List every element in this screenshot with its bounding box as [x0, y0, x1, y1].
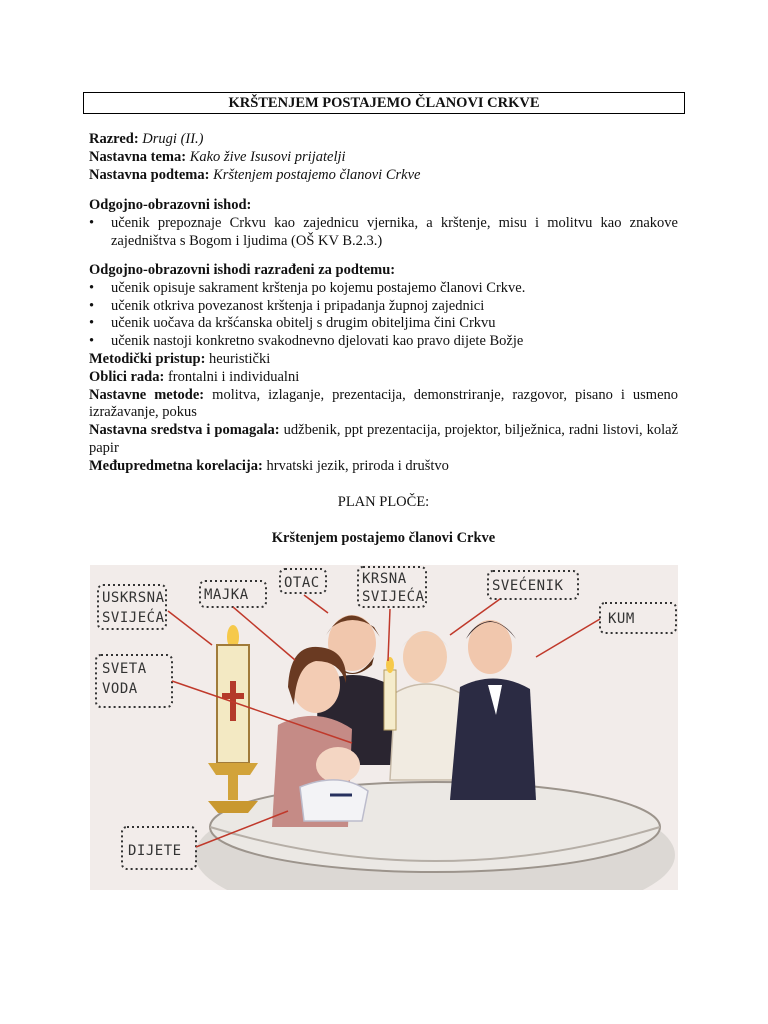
sredstva-label: Nastavna sredstva i pomagala: — [89, 422, 280, 439]
metode-value: molitva, izlaganje, prezentacija, demonstriranje, razgovor, pisano i usmeno izražavanje, pokus — [89, 386, 679, 421]
bullet-icon: • — [89, 333, 95, 350]
svg-text:KUM: KUM — [608, 611, 635, 627]
korelacija-value: hrvatski jezik, priroda i društvo — [266, 457, 449, 474]
svg-text:USKRSNA: USKRSNA — [102, 590, 165, 606]
plan-subheading: Krštenjem postajemo članovi Crkve — [271, 530, 496, 546]
oblici-label: Oblici rada: — [89, 368, 165, 385]
korelacija-label: Međupredmetna korelacija: — [89, 457, 263, 474]
bullet-icon: • — [89, 315, 95, 332]
svg-text:SVIJEĆA: SVIJEĆA — [362, 589, 425, 605]
list-item: • učenik uočava da kršćanska obitelj s drugim obiteljima čini Crkvu — [89, 315, 496, 332]
metode-label: Nastavne metode: — [89, 386, 205, 403]
bullet-icon: • — [89, 297, 95, 314]
list-item: • učenik opisuje sakrament krštenja po kojemu postajemo članovi Crkve. — [89, 279, 526, 296]
ishod-block — [89, 197, 678, 250]
ishodi-razradeni-block — [89, 262, 678, 476]
document-title: KRŠTENJEM POSTAJEMO ČLANOVI CRKVE — [83, 92, 685, 114]
svg-text:VODA: VODA — [102, 681, 138, 697]
bullet-icon: • — [89, 279, 95, 296]
ishod-list — [89, 215, 678, 251]
svg-text:OTAC: OTAC — [284, 575, 320, 591]
bullet-icon: • — [89, 214, 95, 231]
tema-label: Nastavna tema: — [89, 148, 187, 165]
svg-text:MAJKA: MAJKA — [204, 587, 249, 603]
baptism-illustration — [90, 565, 678, 890]
meta-block — [89, 131, 678, 184]
pristup-line — [89, 351, 678, 369]
ishod-heading: Odgojno-obrazovni ishod: — [89, 197, 252, 213]
list-item: • učenik nastoji konkretno svakodnevno djelovati kao pravo dijete Božje — [89, 333, 524, 350]
svg-text:SVEĆENIK: SVEĆENIK — [492, 578, 564, 594]
korelacija-line — [89, 458, 678, 476]
oblici-value: frontalni i individualni — [167, 368, 300, 385]
ishodi-razradeni-list — [89, 280, 678, 351]
svg-text:KRSNA: KRSNA — [362, 571, 407, 587]
metode-line — [89, 387, 678, 423]
ishodi-razradeni-heading: Odgojno-obrazovni ishodi razrađeni za podtemu: — [89, 262, 396, 278]
podtema-label: Nastavna podtema: — [89, 166, 210, 183]
list-item: • učenik prepoznaje Crkvu kao zajednicu vjernika, a krštenje, misu i molitvu kao znakove zajedništva s Bogom i ljudima (OŠ KV B.2.3.) — [89, 214, 678, 249]
list-item: • učenik otkriva povezanost krštenja i pripadanja župnoj zajednici — [89, 297, 485, 314]
svg-text:SVIJEĆA: SVIJEĆA — [102, 610, 165, 626]
sredstva-line — [89, 422, 678, 458]
tema-value: Kako žive Isusovi prijatelji — [189, 148, 346, 165]
illustration-svg — [90, 565, 678, 890]
sredstva-value: udžbenik, ppt prezentacija, projektor, bilježnica, radni listovi, kolaž papir — [89, 422, 679, 456]
razred-value: Drugi (II.) — [142, 131, 204, 147]
svg-text:DIJETE: DIJETE — [128, 843, 182, 859]
pristup-value: heuristički — [209, 350, 271, 367]
oblici-line — [89, 369, 678, 387]
pristup-label: Metodički pristup: — [89, 350, 206, 367]
razred-label: Razred: — [89, 131, 139, 147]
svg-text:SVETA: SVETA — [102, 661, 147, 677]
tema-line — [89, 149, 678, 167]
podtema-value: Krštenjem postajemo članovi Crkve — [213, 166, 421, 183]
podtema-line — [89, 167, 678, 185]
plan-heading: PLAN PLOČE: — [337, 494, 430, 510]
razred-line — [89, 131, 678, 149]
